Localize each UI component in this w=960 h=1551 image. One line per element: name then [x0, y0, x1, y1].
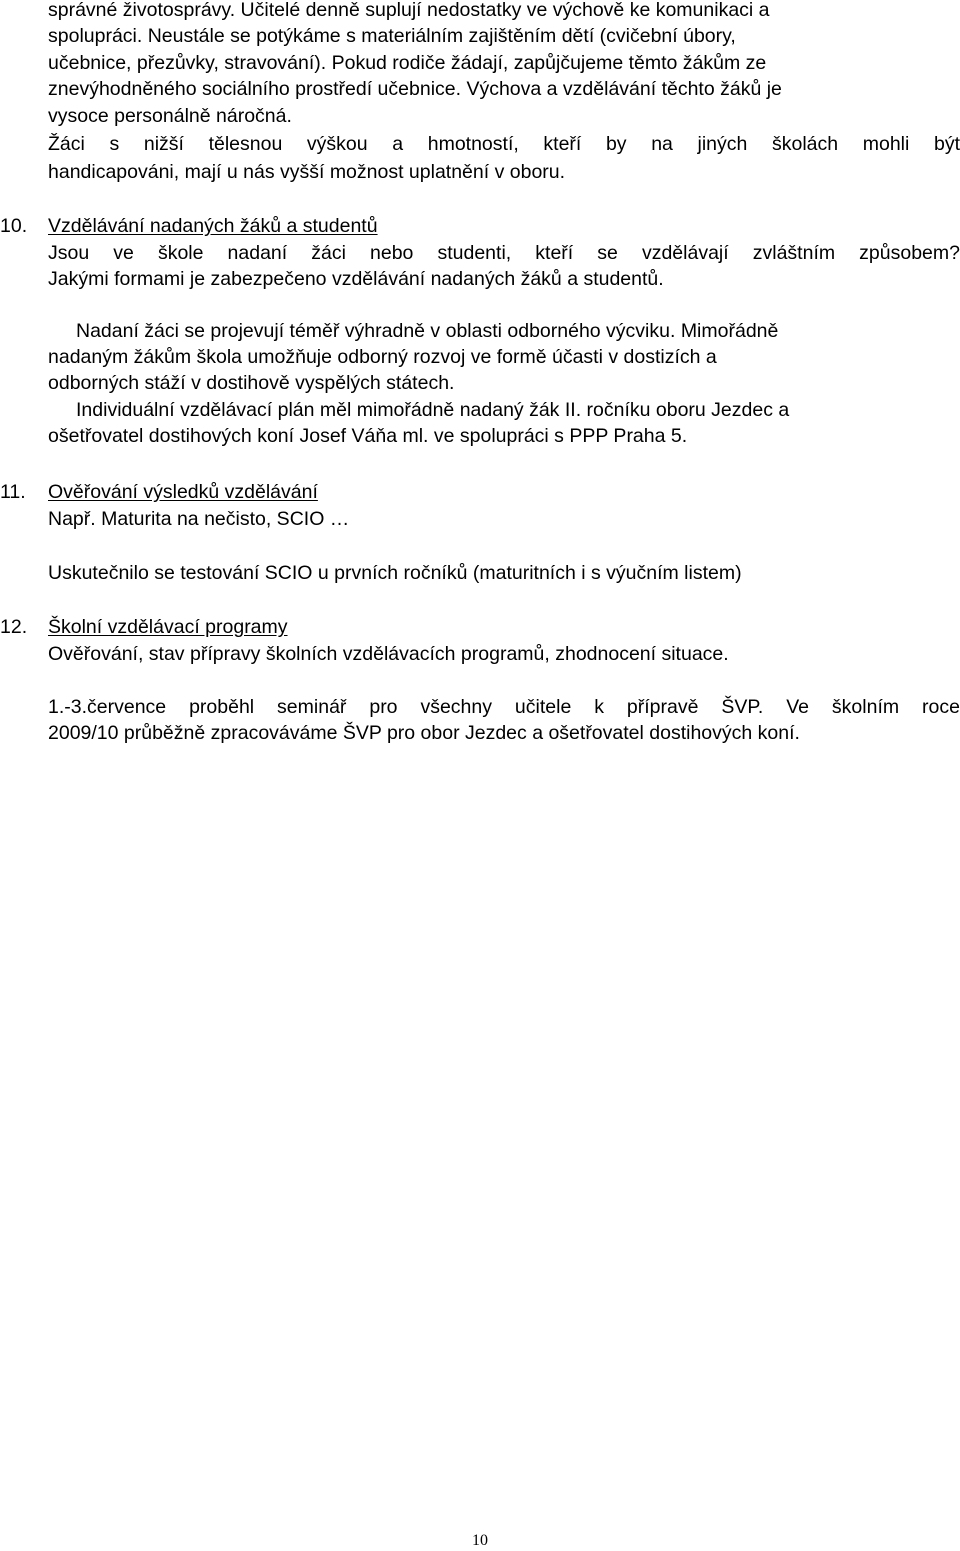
paragraph-line: handicapováni, mají u nás vyšší možnost uplatnění v oboru. — [48, 161, 566, 183]
paragraph-line: správné životosprávy. Učitelé denně suplují nedostatky ve výchově ke komunikaci a — [48, 0, 770, 21]
answer-line: ošetřovatel dostihových koní Josef Váňa ml. ve spolupráci s PPP Praha 5. — [48, 425, 688, 447]
section-number: 11. — [0, 481, 26, 503]
answer-line: Uskutečnilo se testování SCIO u prvních ročníků (maturitních i s výučním listem) — [48, 562, 742, 584]
question-line: Jakými formami je zabezpečeno vzdělávání nadaných žáků a studentů. — [48, 268, 664, 290]
answer-line: Nadaní žáci se projevují téměř výhradně v oblasti odborného výcviku. Mimořádně — [76, 320, 779, 342]
answer-line: nadaným žákům škola umožňuje odborný rozvoj ve formě účasti v dostizích a — [48, 346, 717, 368]
section-title: Ověřování výsledků vzdělávání — [48, 481, 318, 503]
paragraph-line: učebnice, přezůvky, stravování). Pokud rodiče žádají, zapůjčujeme těmto žákům ze — [48, 52, 767, 74]
answer-line: 2009/10 průběžně zpracováváme ŠVP pro obor Jezdec a ošetřovatel dostihových koní. — [48, 722, 800, 744]
paragraph-line: znevýhodněného sociálního prostředí učebnice. Výchova a vzdělávání těchto žáků je — [48, 78, 782, 100]
question-line: Ověřování, stav přípravy školních vzdělávacích programů, zhodnocení situace. — [48, 643, 729, 665]
answer-line: odborných stáží v dostihově vyspělých státech. — [48, 372, 455, 394]
paragraph-line: vysoce personálně náročná. — [48, 105, 292, 127]
paragraph-line: spolupráci. Neustále se potýkáme s materiálním zajištěním dětí (cvičební úbory, — [48, 25, 736, 47]
answer-line: 1.-3.července proběhl seminář pro všechny učitele k přípravě ŠVP. Ve školním roce — [48, 696, 960, 718]
page-number: 10 — [472, 1532, 488, 1549]
section-title: Vzdělávání nadaných žáků a studentů — [48, 215, 378, 237]
answer-line: Individuální vzdělávací plán měl mimořádně nadaný žák II. ročníku oboru Jezdec a — [76, 399, 790, 421]
paragraph-line: Žáci s nižší tělesnou výškou a hmotností, kteří by na jiných školách mohli být — [48, 133, 960, 155]
section-title: Školní vzdělávací programy — [48, 616, 288, 638]
section-number: 12. — [0, 616, 28, 638]
question-line: Jsou ve škole nadaní žáci nebo studenti, kteří se vzdělávají zvláštním způsobem? — [48, 242, 960, 264]
example-line: Např. Maturita na nečisto, SCIO … — [48, 508, 350, 530]
section-number: 10. — [0, 215, 28, 237]
